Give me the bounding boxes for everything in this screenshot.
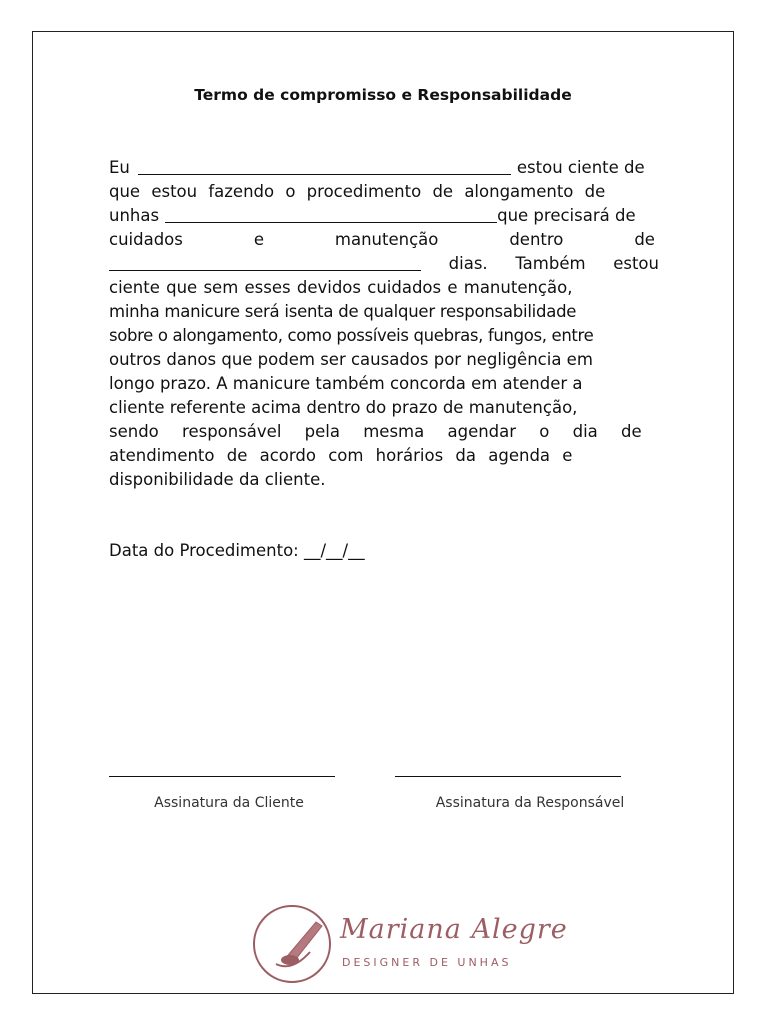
text-word: e (253, 230, 264, 249)
text-word: Também (515, 254, 586, 273)
date-placeholder: __/__/__ (303, 541, 365, 560)
text-word: unhas (109, 206, 160, 225)
document-title: Termo de compromisso e Responsabilidade (194, 86, 572, 104)
text-word: de (634, 230, 655, 249)
responsible-signature-label: Assinatura da Responsável (435, 795, 625, 811)
nail-brush-icon (248, 902, 344, 986)
text-line (109, 420, 659, 444)
days-blank (109, 252, 421, 271)
text-word: que precisará de (497, 206, 636, 225)
logo-script-text: Mariana Alegre (340, 914, 568, 945)
text-segment: atendimento de acordo com horários da agenda e (109, 446, 573, 465)
text-line (109, 180, 659, 204)
text-word: manutenção (334, 230, 439, 249)
brand-logo (248, 902, 568, 986)
text-segment: minha manicure será isenta de qualquer responsabilidade (109, 302, 577, 321)
text-word: Eu (109, 158, 130, 177)
date-label: Data do Procedimento: (109, 541, 299, 560)
responsible-signature-line (395, 776, 621, 777)
client-signature-label: Assinatura da Cliente (154, 795, 304, 811)
text-segment: que estou fazendo o procedimento de alongamento de (109, 182, 606, 201)
text-line (109, 348, 659, 372)
text-line (109, 468, 659, 492)
logo-subtitle: DESIGNER DE UNHAS (342, 956, 512, 969)
text-segment: disponibilidade da cliente. (109, 470, 326, 489)
text-line (109, 396, 659, 420)
text-line (109, 444, 659, 468)
name-blank (138, 156, 511, 175)
text-line (109, 252, 659, 276)
text-line (109, 276, 659, 300)
text-segment: longo prazo. A manicure também concorda em atender a (109, 374, 583, 393)
document-body (109, 156, 659, 492)
text-segment: sobre o alongamento, como possíveis quebras, fungos, entre (109, 326, 594, 345)
text-line (109, 156, 659, 180)
text-line (109, 204, 659, 228)
procedure-date (109, 541, 365, 560)
text-segment: outros danos que podem ser causados por negligência em (109, 350, 593, 369)
text-word: dentro (509, 230, 564, 249)
text-line (109, 228, 659, 252)
text-line (109, 300, 659, 324)
text-word: estou (613, 254, 659, 273)
text-line (109, 372, 659, 396)
text-word: dias. (448, 254, 488, 273)
client-signature-line (109, 776, 335, 777)
text-segment: cliente referente acima dentro do prazo de manutenção, (109, 398, 578, 417)
text-line (109, 324, 659, 348)
text-word: estou ciente de (516, 158, 645, 177)
text-segment: ciente que sem esses devidos cuidados e manutenção, (109, 278, 573, 297)
nails-blank (165, 204, 497, 223)
text-word: cuidados (109, 230, 183, 249)
text-segment: sendo responsável pela mesma agendar o dia de (109, 422, 642, 441)
